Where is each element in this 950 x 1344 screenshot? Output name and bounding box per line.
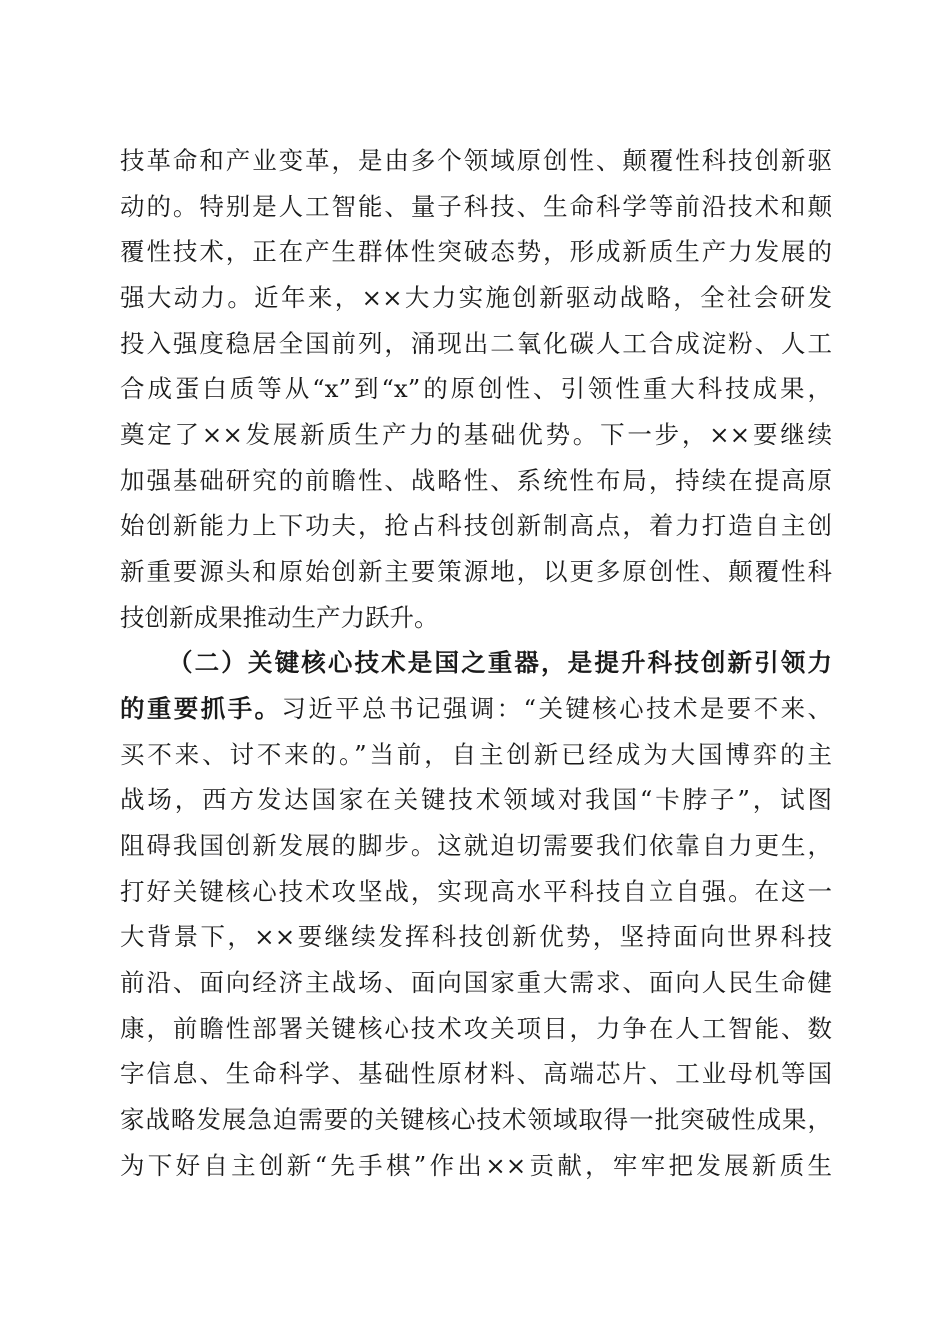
text-line: 加强基础研究的前瞻性、战略性、系统性布局，持续在提高原 <box>120 466 832 495</box>
text-line: 为下好自主创新“先手棋”作出××贡献，牢牢把发展新质生 <box>120 1151 832 1180</box>
text-line: 奠定了××发展新质生产力的基础优势。下一步，××要继续 <box>120 420 832 449</box>
text-line: 始创新能力上下功夫，抢占科技创新制高点，着力打造自主创 <box>120 511 832 540</box>
section-heading-end: 的重要抓手。 <box>120 694 282 723</box>
text-line: 强大动力。近年来，××大力实施创新驱动战略，全社会研发 <box>120 283 832 312</box>
quote-intro: 习近平总书记强调：“关键核心技术是要不来、 <box>281 694 832 723</box>
text-line: 康，前瞻性部署关键核心技术攻关项目，力争在人工智能、数 <box>120 1014 832 1043</box>
text-line: 技创新成果推动生产力跃升。 <box>120 603 439 632</box>
section-heading: （二）关键核心技术是国之重器，是提升科技创新引领力 <box>168 648 832 677</box>
text-line: 战场，西方发达国家在关键技术领域对我国“卡脖子”，试图 <box>120 785 832 814</box>
text-line: 动的。特别是人工智能、量子科技、生命科学等前沿技术和颠 <box>120 192 832 221</box>
heading-continuation-line <box>120 689 832 729</box>
text-line: 技革命和产业变革，是由多个领域原创性、颠覆性科技创新驱 <box>120 146 832 175</box>
text-line: 前沿、面向经济主战场、面向国家重大需求、面向人民生命健 <box>120 968 832 997</box>
text-line: 大背景下，××要继续发挥科技创新优势，坚持面向世界科技 <box>120 922 832 951</box>
text-line: 买不来、讨不来的。”当前，自主创新已经成为大国博弈的主 <box>120 740 832 769</box>
text-line: 覆性技术，正在产生群体性突破态势，形成新质生产力发展的 <box>120 237 832 266</box>
text-line: 新重要源头和原始创新主要策源地，以更多原创性、颠覆性科 <box>120 557 832 586</box>
text-line: 阻碍我国创新发展的脚步。这就迫切需要我们依靠自力更生， <box>120 831 832 860</box>
text-line: 家战略发展急迫需要的关键核心技术领域取得一批突破性成果， <box>120 1105 832 1134</box>
text-line: 字信息、生命科学、基础性原材料、高端芯片、工业母机等国 <box>120 1059 832 1088</box>
text-line: 合成蛋白质等从“x”到“x”的原创性、引领性重大科技成果， <box>120 374 832 403</box>
text-line: 投入强度稳居全国前列，涌现出二氧化碳人工合成淀粉、人工 <box>120 329 832 358</box>
text-line: 打好关键核心技术攻坚战，实现高水平科技自立自强。在这一 <box>120 877 832 906</box>
